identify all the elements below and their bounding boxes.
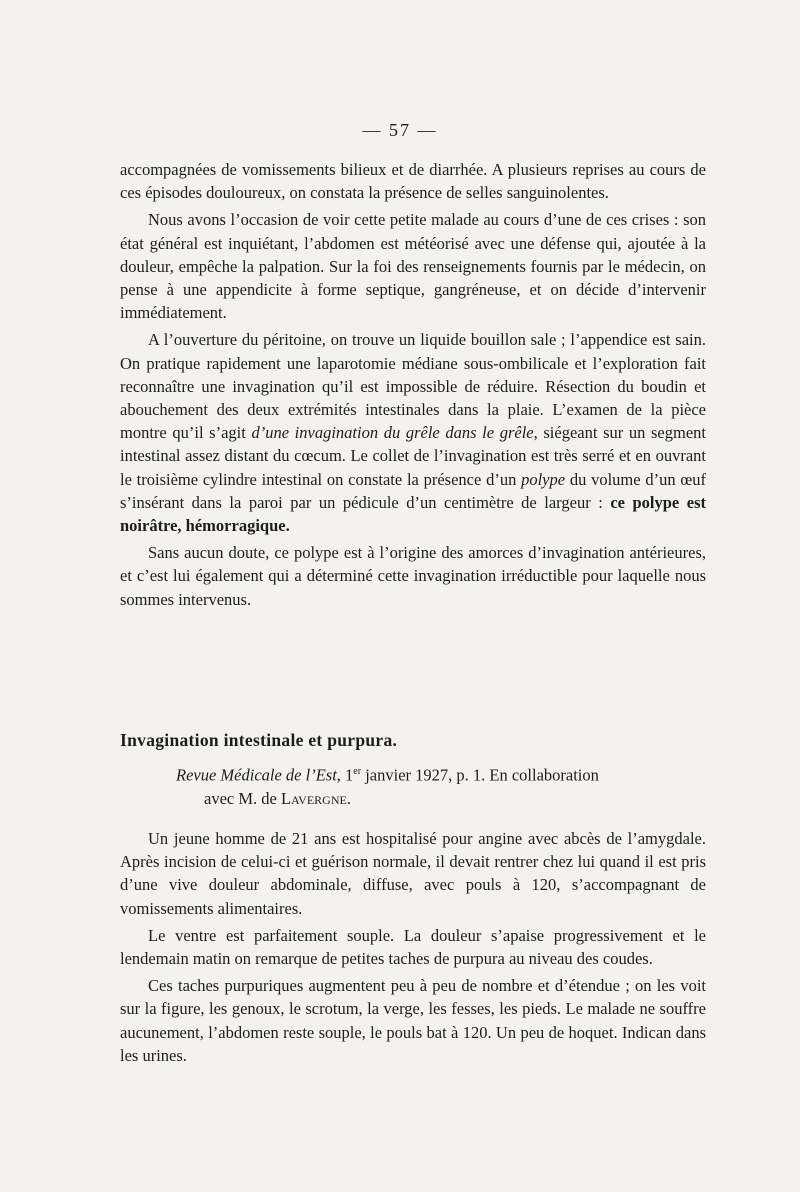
section-heading: Invagination intestinale et purpura. — [120, 730, 398, 750]
bibliographic-reference — [176, 760, 706, 810]
ref-superscript: er — [353, 766, 362, 777]
author-name: Lavergne. — [280, 788, 351, 808]
text-run: siégeant sur un segment intestinal assez distant du cœcum. Le collet de l’invagination est très serré et en ouvrant le troisième cylindre intestinal on constate la présence d’un — [120, 423, 706, 489]
text-run: A l’ouverture du péritoine, on trouve un liquide bouillon sale ; l’appendice est sain. On pratique rapidement une laparotomie médiane sous-ombilicale et l’exploration fait reconnaître une invagination qu’il est impossible de réduire. Résection du boudin et abouchement des deux extrémités intestinales dans la plaie. L’examen de la pièce montre qu’il s’agit — [120, 330, 706, 443]
paragraph — [120, 328, 706, 537]
italic-text: d’une invagination du grêle dans le grêle, — [251, 423, 538, 443]
paragraph: Sans aucun doute, ce polype est à l’origine des amorces d’invagination antérieures, et c’est lui également qui a déterminé cette invagination irréductible pour laquelle nous sommes intervenus. — [120, 543, 706, 609]
bold-text: ce polype est noirâtre, hémorragique. — [120, 492, 706, 536]
ref-collaboration — [176, 787, 706, 810]
page-number: — 57 — — [362, 120, 438, 140]
section-continued-text — [120, 158, 706, 615]
ref-date: janvier 1927, p. 1. En collaboration — [361, 765, 599, 785]
text-run: avec M. de — [204, 788, 281, 808]
paragraph: Le ventre est parfaitement souple. La douleur s’apaise progressivement et le lendemain matin on remarque de petites taches de purpura au niveau des coudes. — [120, 925, 706, 969]
paragraph: accompagnées de vomissements bilieux et de diarrhée. A plusieurs reprises au cours de ces épisodes douloureux, on constata la présence de selles sanguinolentes. — [120, 160, 706, 203]
text-run: du volume d’un œuf s’insérant dans la paroi par un pédicule d’un centimètre de largeur : — [120, 469, 706, 512]
journal-name: Revue Médicale de l’Est, — [176, 765, 341, 785]
italic-text: polype — [521, 469, 566, 489]
section-body-text — [120, 827, 706, 1071]
paragraph: Ces taches purpuriques augmentent peu à peu de nombre et d’étendue ; on les voit sur la figure, les genoux, le scrotum, la verge, les fesses, les pieds. Le malade ne souffre aucunement, l’abdomen reste souple, le pouls bat à 120. Un peu de hoquet. Indican dans les urines. — [120, 976, 706, 1065]
ref-date: 1 — [340, 765, 354, 785]
paragraph: Nous avons l’occasion de voir cette petite malade au cours d’une de ces crises : son état général est inquiétant, l’abdomen est météorisé avec une défense qui, ajoutée à la douleur, empêche la palpation. Sur la foi des renseignements fournis par le médecin, on pense à une appendicite à forme septique, gangréneuse, et on décide d’intervenir immédiatement. — [120, 210, 706, 323]
paragraph: Un jeune homme de 21 ans est hospitalisé pour angine avec abcès de l’amygdale. Après incision de celui-ci et guérison normale, il devait rentrer chez lui quand il est pris d’une vive douleur abdominale, diffuse, avec pouls à 120, s’accompagnant de vomissements alimentaires. — [120, 829, 706, 918]
